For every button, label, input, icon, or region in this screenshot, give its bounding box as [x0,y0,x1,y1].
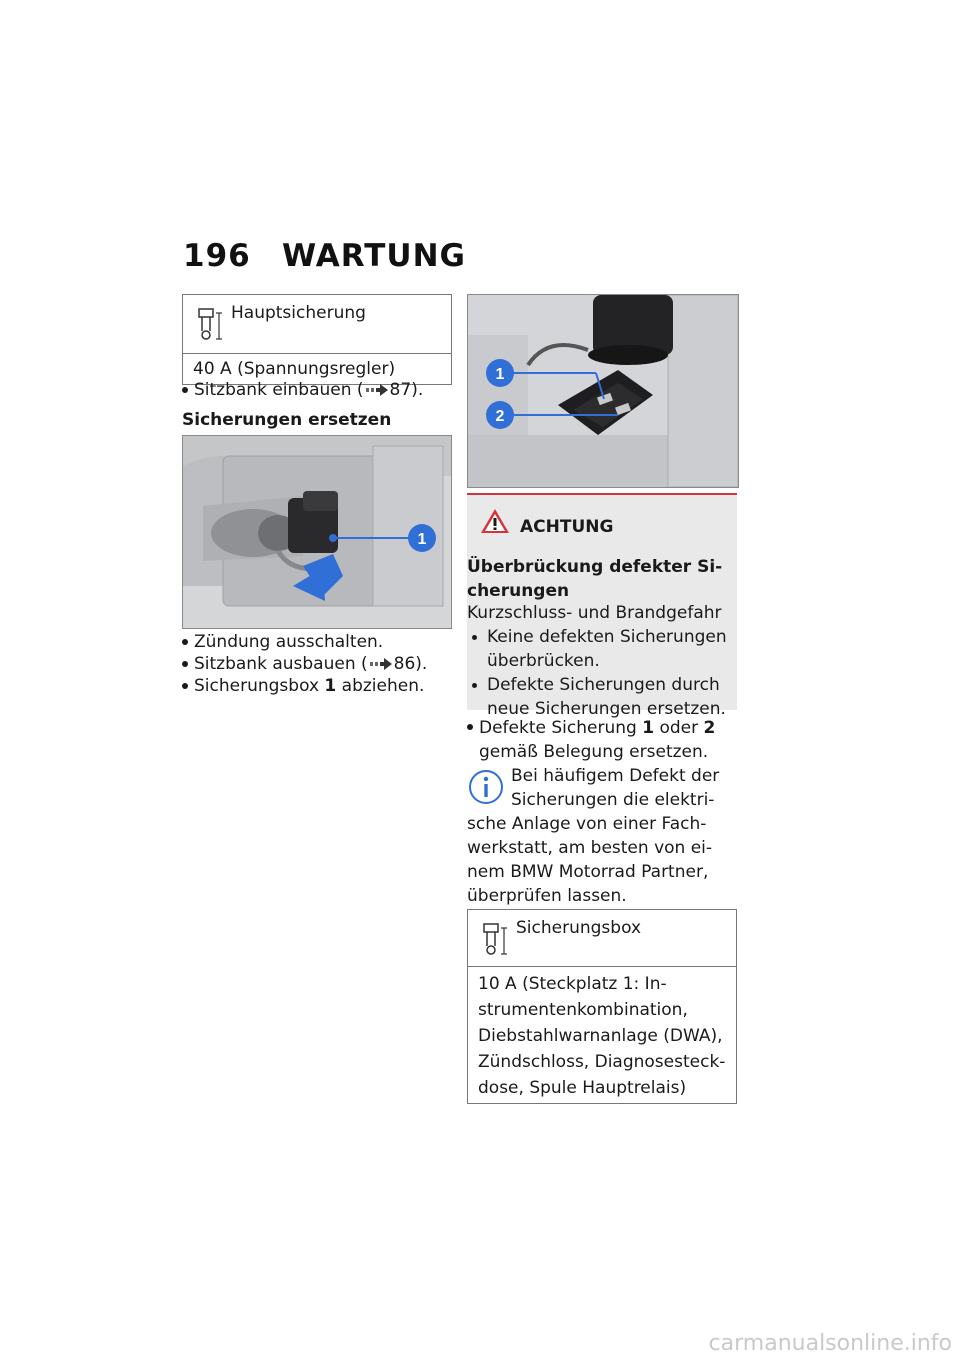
list-item: Zündung ausschalten. [182,631,452,653]
steps-list-2 [182,631,452,697]
spec-value: 10 A (Steckplatz 1: In- strumentenkombination, Diebstahlwarnanlage (DWA), Zündschloss, Diagnosesteck- dose, Spule Hauptrelais) [478,974,726,1098]
warning-risk: Kurzschluss- und Brandgefahr [467,603,722,623]
spec-name: Sicherungsbox [516,918,642,938]
fuse-detail-photo [467,294,739,488]
list-item: Sicherungsbox 1 abziehen. [182,675,452,697]
steps-list-1 [182,379,452,401]
fuse-box-photo [182,435,452,629]
spec-name: Hauptsicherung [231,303,366,323]
section-heading: Sicherungen ersetzen [182,410,392,430]
page-ref-arrow-icon [366,384,388,396]
fuse-box-illustration [183,436,451,628]
fuse-spec-icon [197,305,223,343]
warning-triangle-icon [479,507,511,535]
main-fuse-spec [182,294,452,385]
warning-heading: Überbrückung defekter Si- cherungen [467,557,723,601]
fuse-box-spec [467,909,737,1104]
warning-body [467,601,737,721]
warning-item: Defekte Sicherungen durch neue Sicherungen ersetzen. [467,673,737,721]
figure-2-callout-1: 1 [495,366,505,383]
steps-list-3 [467,716,737,764]
fuse-spec-icon [482,920,508,958]
list-item: Defekte Sicherung 1 oder 2 gemäß Belegung ersetzen. [467,716,737,764]
spec-value: 40 A (Spannungsregler) [193,359,396,379]
figure-2-callout-2: 2 [495,408,505,425]
warning-title: ACHTUNG [520,517,614,537]
figure-1-callout: 1 [417,531,427,548]
list-item: Sitzbank ausbauen ( 86). [182,653,452,675]
page-number: 196 [183,238,251,274]
warning-box [467,493,737,719]
page-ref-arrow-icon [370,658,392,670]
chapter-title: WARTUNG [282,238,466,274]
warning-item: Keine defekten Sicherungen überbrücken. [467,625,737,673]
info-text: Bei häufigem Defekt der Sicherungen die elektri- sche Anlage von einer Fach- werkstatt, am besten von ei- nem BMW Motorrad Partner, überprüfen lassen. [467,766,720,906]
footer-watermark[interactable]: carmanualsonline.info [708,1331,952,1356]
fuse-detail-illustration [468,295,738,487]
list-item: Sitzbank einbauen ( 87). [182,379,452,401]
